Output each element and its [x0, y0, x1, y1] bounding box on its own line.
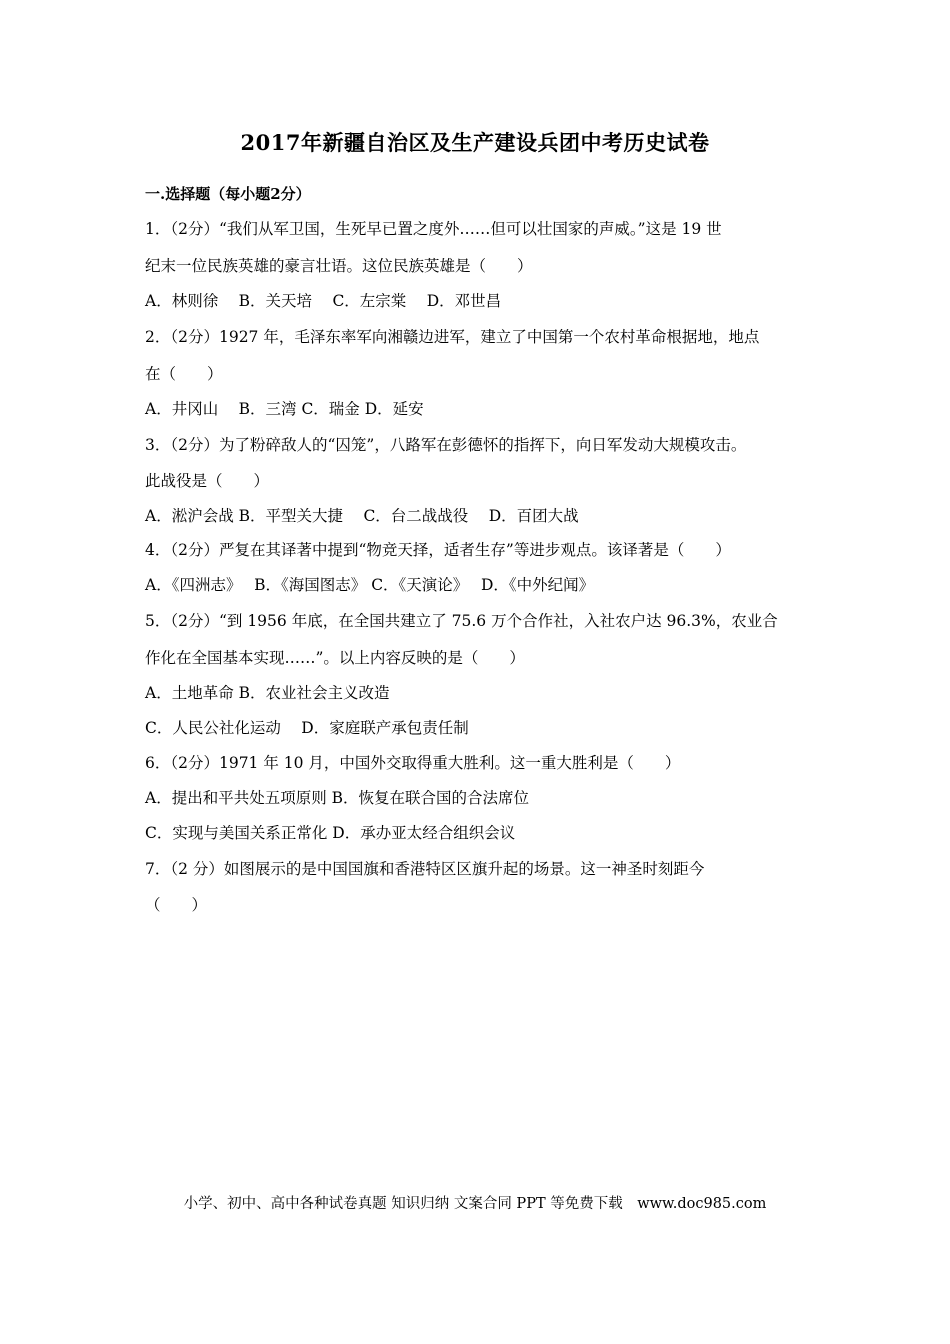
question-1-line-2: 纪末一位民族英雄的豪言壮语。这位民族英雄是（ ）: [145, 257, 533, 275]
question-1-options: A．林则徐 B．关天培 C．左宗棠 D．邓世昌: [145, 292, 502, 310]
question-4-options: A．《四洲志》 B．《海国图志》 C．《天演论》 D．《中外纪闻》: [145, 576, 595, 594]
question-2-line-2: 在（ ）: [145, 365, 223, 383]
question-6-line-1: 6．（2分）1971 年 10 月，中国外交取得重大胜利。这一重大胜利是（ ）: [145, 754, 681, 772]
question-6-options-a-b: A．提出和平共处五项原则 B．恢复在联合国的合法席位: [145, 789, 530, 807]
question-3-options: A．淞沪会战 B．平型关大捷 C．台二战战役 D．百团大战: [145, 507, 579, 525]
question-7-line-1: 7．（2 分）如图展示的是中国国旗和香港特区区旗升起的场景。这一神圣时刻距今: [145, 860, 705, 878]
page-footer: 小学、初中、高中各种试卷真题 知识归纳 文案合同 PPT 等免费下载 www.doc985.com: [183, 1196, 767, 1212]
question-3-line-1: 3．（2分）为了粉碎敌人的“囚笼”，八路军在彭德怀的指挥下，向日军发动大规模攻击。: [145, 436, 747, 454]
exam-title: 2017年新疆自治区及生产建设兵团中考历史试卷: [240, 130, 710, 155]
question-6-options-c-d: C．实现与美国关系正常化 D．承办亚太经合组织会议: [145, 824, 516, 842]
question-7-line-2: （ ）: [145, 896, 208, 914]
question-1-line-1: 1．（2分）“我们从军卫国，生死早已置之度外……但可以壮国家的声威。”这是 19 世: [145, 220, 722, 238]
question-5-line-1: 5．（2分）“到 1956 年底，在全国共建立了 75.6 万个合作社，入社农户达 96.3%，农业合: [145, 612, 778, 630]
question-3-line-2: 此战役是（ ）: [145, 472, 270, 490]
question-5-options-c-d: C．人民公社化运动 D．家庭联产承包责任制: [145, 719, 469, 737]
question-2-options: A．井冈山 B．三湾 C．瑞金 D．延安: [145, 400, 424, 418]
question-5-line-2: 作化在全国基本实现……”。以上内容反映的是（ ）: [145, 649, 525, 667]
section-heading: 一.选择题（每小题2分）: [145, 185, 311, 203]
question-4-line-1: 4．（2分）严复在其译著中提到“物竞天择，适者生存”等进步观点。该译著是（ ）: [145, 541, 731, 559]
question-2-line-1: 2．（2分）1927 年，毛泽东率军向湘赣边进军，建立了中国第一个农村革命根据地，地点: [145, 328, 760, 346]
question-5-options-a-b: A．土地革命 B．农业社会主义改造: [145, 684, 390, 702]
